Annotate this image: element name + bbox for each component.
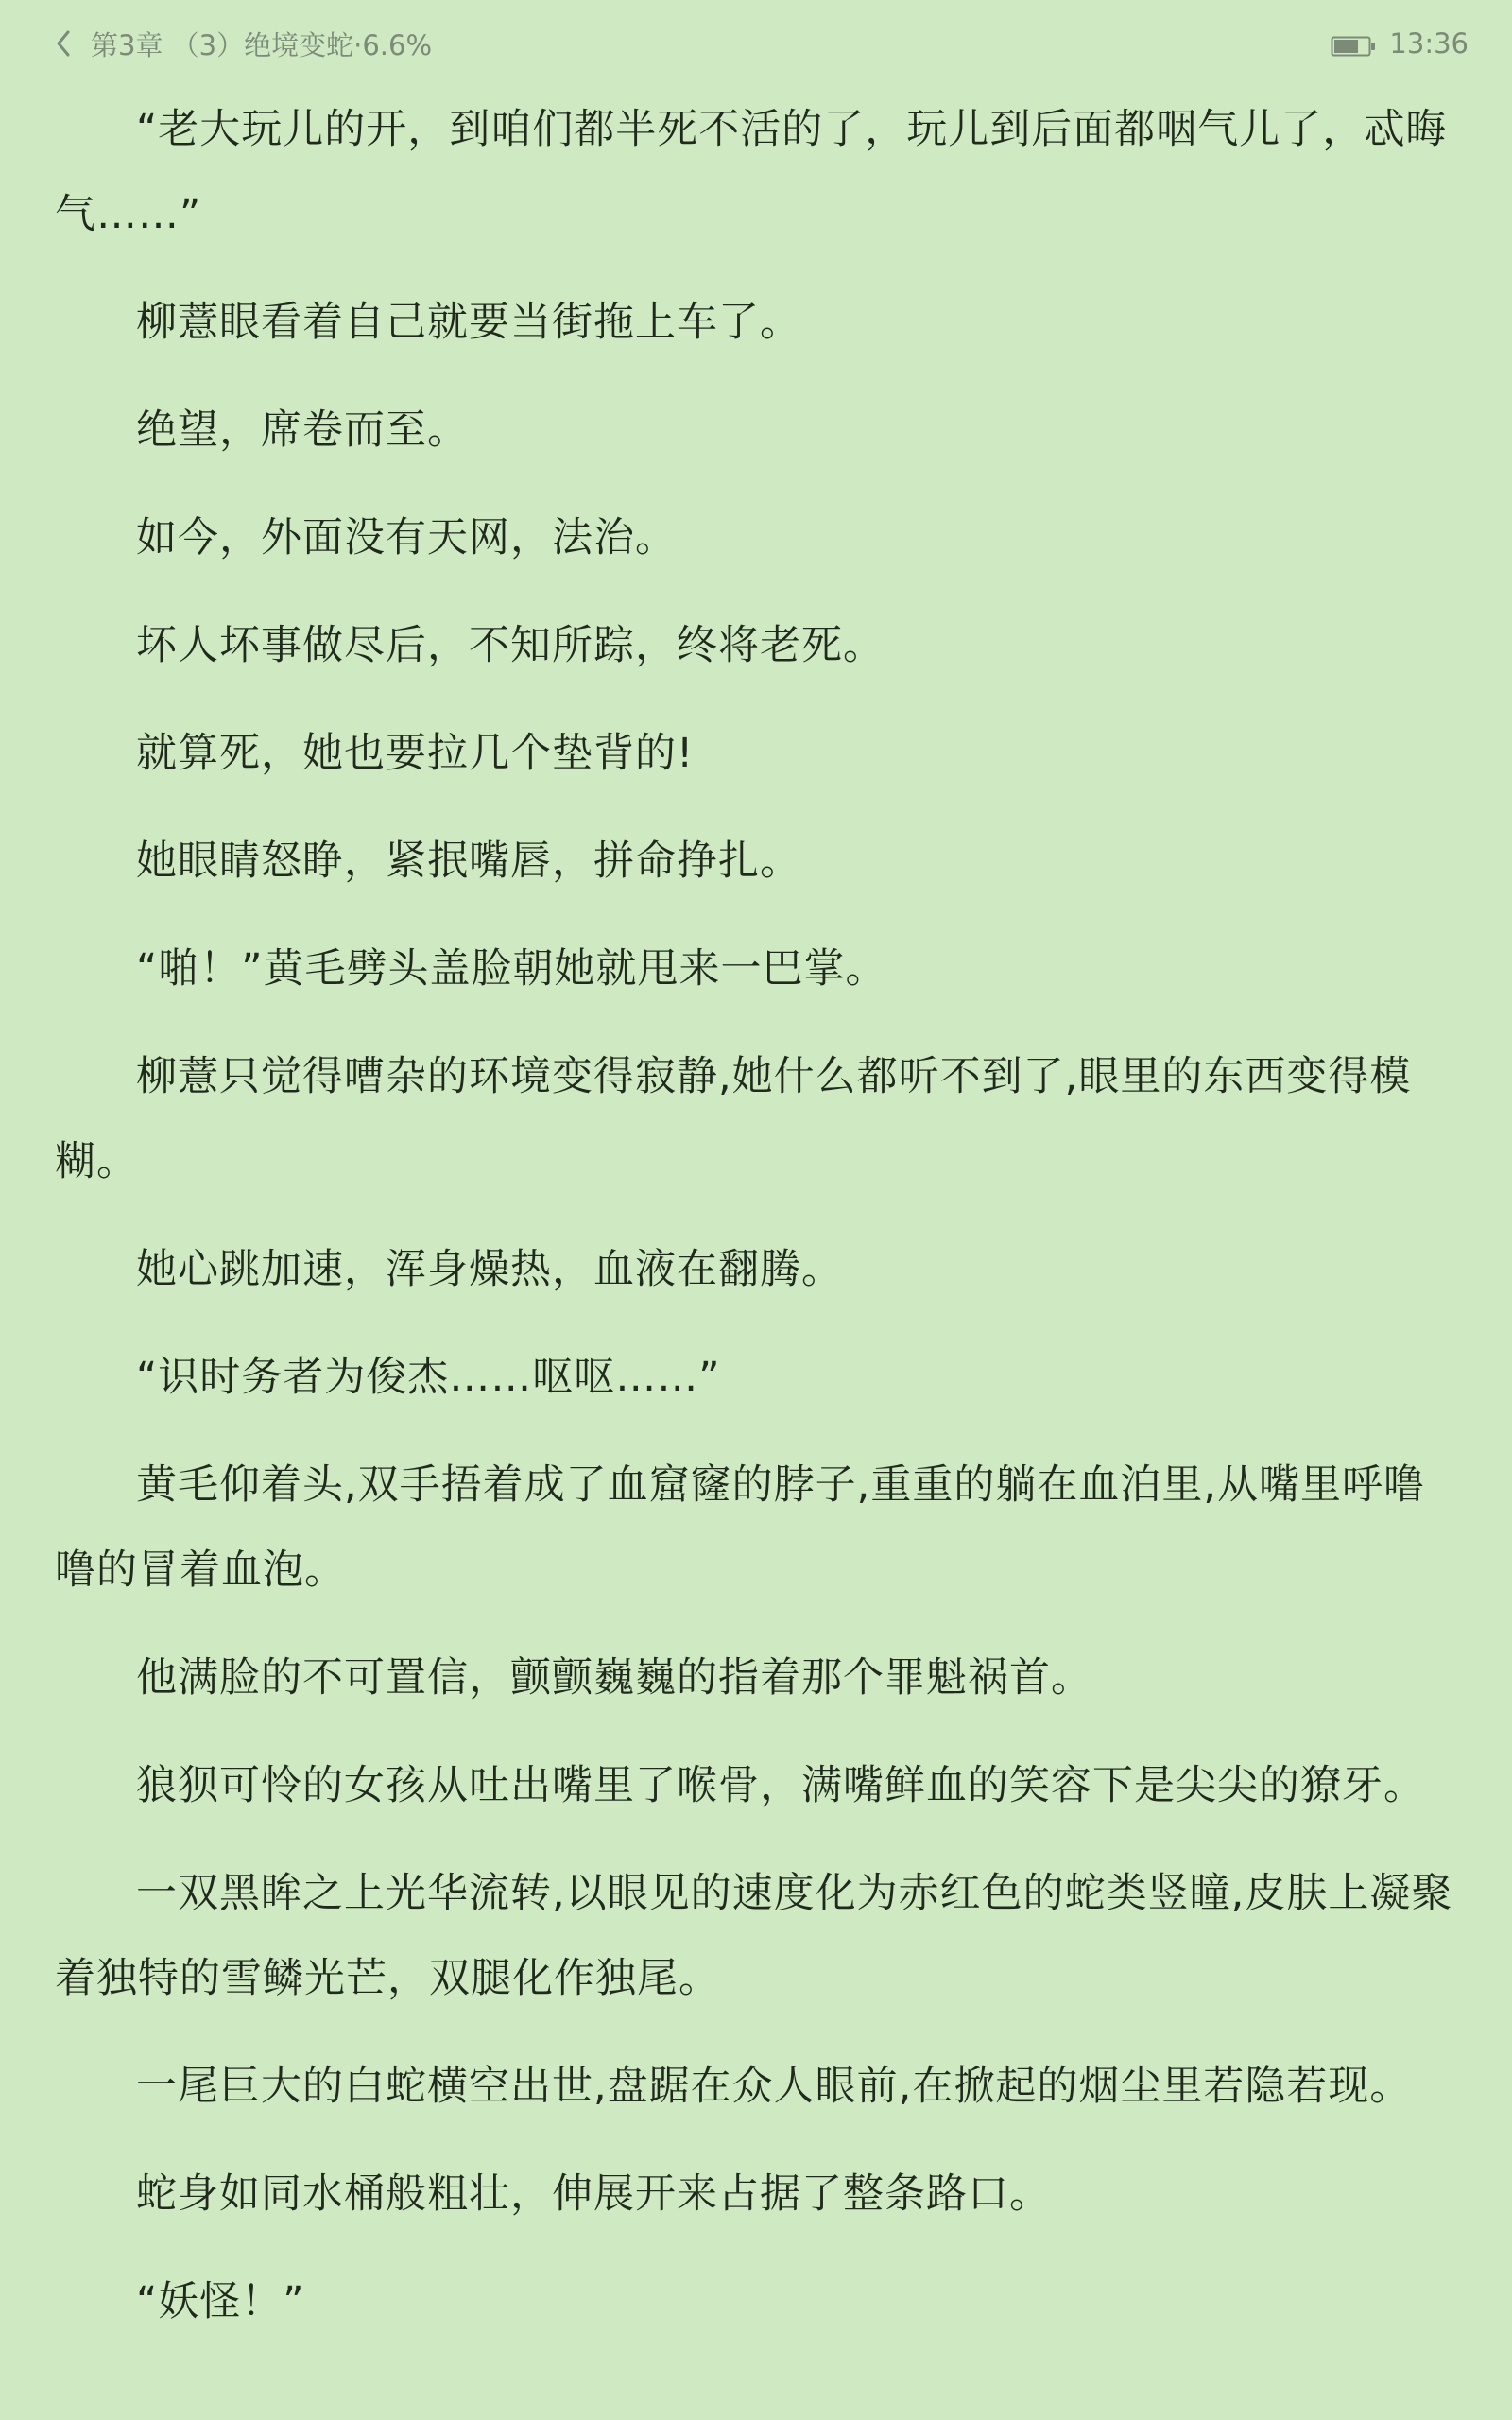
paragraph: 她眼睛怒睁，紧抿嘴唇，拼命挣扎。 (136, 838, 801, 885)
paragraph: 她心跳加速，浑身燥热，血液在翻腾。 (136, 1246, 843, 1293)
paragraph: 狼狈可怜的女孩从吐出嘴里了喉骨，满嘴鲜血的笑容下是尖尖的獠牙。 (136, 1762, 1425, 1809)
paragraph: 他满脸的不可置信，颤颤巍巍的指着那个罪魁祸首。 (136, 1654, 1092, 1702)
paragraph: 如今，外面没有天网，法治。 (136, 514, 677, 562)
chevron-left-icon[interactable] (49, 25, 77, 62)
status-bar-right (1331, 27, 1469, 60)
paragraph: 柳薏只觉得嘈杂的环境变得寂静,她什么都听不到了,眼里的东西变得模糊。 (55, 1053, 1412, 1185)
paragraph: 蛇身如同水桶般粗壮，伸展开来占据了整条路口。 (136, 2170, 1051, 2218)
reader-content[interactable] (55, 87, 1463, 2344)
paragraph: “识时务者为俊杰……呕呕……” (136, 1354, 721, 1401)
status-bar (0, 0, 1512, 87)
status-time: 13:36 (1389, 27, 1469, 60)
paragraph: “妖怪！” (136, 2278, 305, 2325)
paragraph: 坏人坏事做尽后，不知所踪，终将老死。 (136, 622, 885, 669)
paragraph: 一尾巨大的白蛇横空出世,盘踞在众人眼前,在掀起的烟尘里若隐若现。 (136, 2063, 1412, 2110)
paragraph: “啪！”黄毛劈头盖脸朝她就甩来一巴掌。 (136, 945, 887, 993)
paragraph: 一双黑眸之上光华流转,以眼见的速度化为赤红色的蛇类竖瞳,皮肤上凝聚着独特的雪鳞光芒，双腿化作独尾。 (55, 1870, 1453, 2002)
chapter-title: 第3章 （3）绝境变蛇·6.6% (91, 28, 433, 61)
paragraph: 柳薏眼看着自己就要当街拖上车了。 (136, 299, 801, 346)
status-bar-left (49, 25, 432, 63)
paragraph: 黄毛仰着头,双手捂着成了血窟窿的脖子,重重的躺在血泊里,从嘴里呼噜噜的冒着血泡。 (55, 1461, 1426, 1594)
paragraph: 就算死，她也要拉几个垫背的! (136, 730, 695, 777)
battery-icon (1331, 32, 1376, 55)
paragraph: 绝望，席卷而至。 (136, 406, 469, 454)
paragraph: “老大玩儿的开，到咱们都半死不活的了，玩儿到后面都咽气儿了，忒晦气……” (55, 106, 1448, 238)
